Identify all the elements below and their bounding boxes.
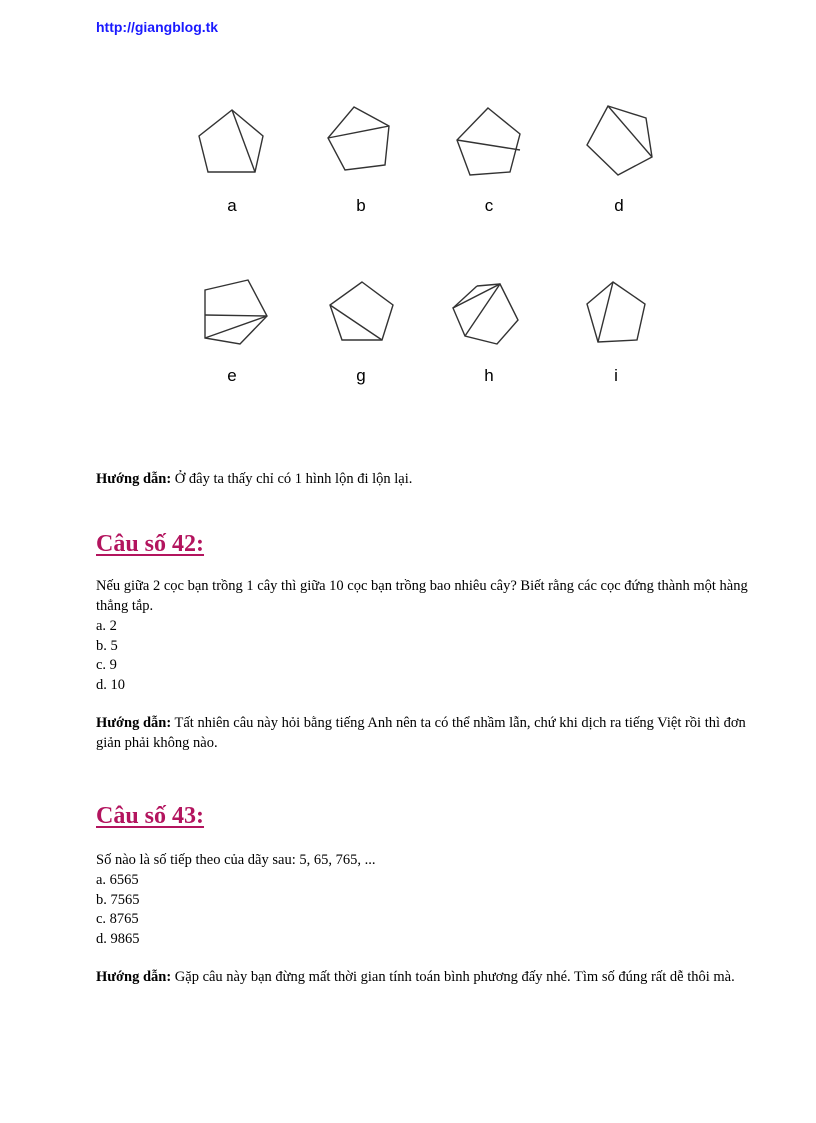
figure-label-e: e (227, 366, 237, 385)
blog-url-link[interactable]: http://giangblog.tk (96, 19, 219, 35)
q43-option-d: d. 9865 (96, 930, 140, 947)
q42-question: Nếu giữa 2 cọc bạn trồng 1 cây thì giữa 10 cọc bạn trồng bao nhiêu cây? Biết rằng các cọc đứng thành một hàng thẳng tắp. (96, 578, 748, 614)
pentagon-e (205, 280, 267, 344)
q41-hint (96, 470, 756, 490)
q43-option-b: b. 7565 (96, 891, 140, 908)
pentagon-figure (0, 0, 816, 420)
q42-option-b: b. 5 (96, 637, 118, 654)
q42-option-a: a. 2 (96, 618, 117, 634)
q43-hint (96, 968, 756, 988)
q41-hint-text: Ở đây ta thấy chỉ có 1 hình lộn đi lộn lại. (171, 471, 413, 487)
pentagon-g (330, 282, 393, 340)
q43-option-a: a. 6565 (96, 872, 139, 888)
q43-question: Số nào là số tiếp theo của dãy sau: 5, 65, 765, ... (96, 852, 376, 868)
pentagon-h (453, 284, 518, 344)
figure-label-g: g (356, 366, 366, 385)
figure-label-h: h (484, 366, 494, 385)
q43-hint-text: Gặp câu này bạn đừng mất thời gian tính toán bình phương đấy nhé. Tìm số đúng rất dễ thôi mà. (171, 969, 735, 985)
q42-title: Câu số 42: (96, 531, 205, 557)
pentagon-c (457, 108, 520, 175)
pentagon-b (328, 107, 389, 170)
q43-title: Câu số 43: (96, 803, 205, 829)
q43-hint-label: Hướng dẫn: (96, 969, 172, 985)
q43-options (96, 871, 756, 949)
q42-option-d: d. 10 (96, 676, 125, 693)
q43-option-c: c. 8765 (96, 911, 139, 927)
pentagon-i (587, 282, 645, 342)
q42-hint-label: Hướng dẫn: (96, 715, 172, 731)
q41-hint-label: Hướng dẫn: (96, 471, 172, 487)
figure-label-b: b (356, 196, 366, 215)
figure-label-i: i (614, 366, 618, 385)
pentagon-a (199, 110, 263, 172)
figure-label-c: c (484, 196, 494, 215)
figure-label-a: a (227, 196, 237, 215)
q42-option-c: c. 9 (96, 657, 117, 673)
figure-label-d: d (614, 196, 624, 215)
q42-options (96, 617, 756, 695)
q42-hint-text: Tất nhiên câu này hỏi bằng tiếng Anh nên ta có thể nhầm lẫn, chứ khi dịch ra tiếng Việt rồi thì đơn giản phải không nào. (96, 715, 746, 751)
q42-hint (96, 714, 756, 753)
pentagon-d (587, 106, 652, 175)
